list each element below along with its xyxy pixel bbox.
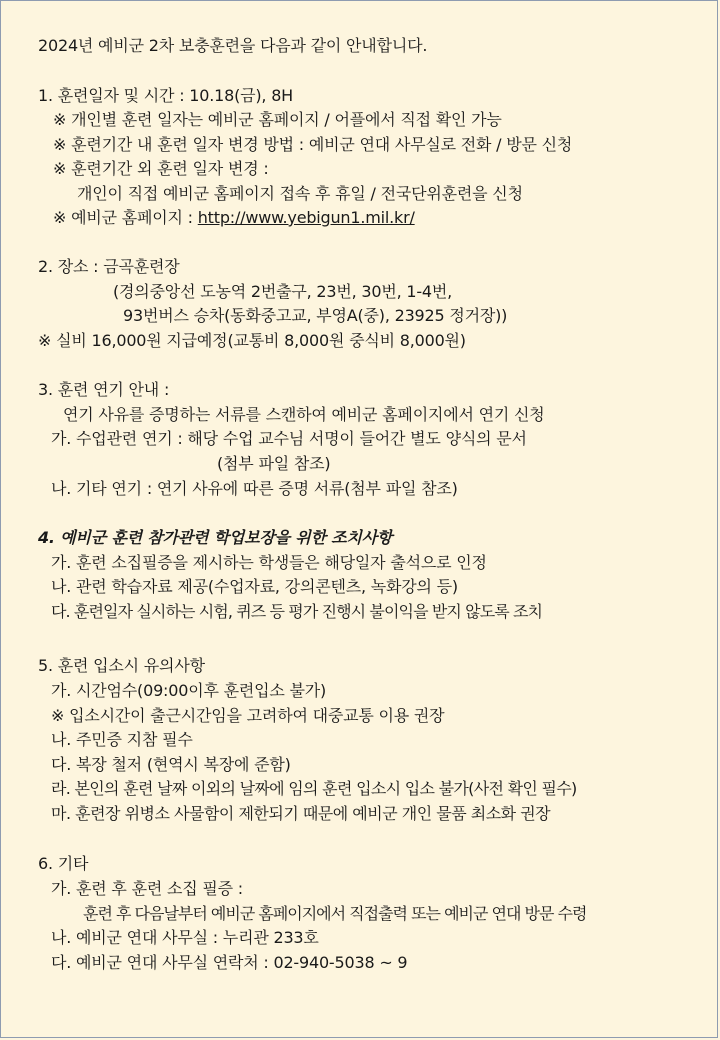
section1-note-3: ※ 훈련기간 외 훈련 일자 변경 : xyxy=(53,159,269,178)
section2-title: 2. 장소 : 금곡훈련장 xyxy=(38,257,180,276)
section2-expense: ※ 실비 16,000원 지급예정(교통비 8,000원 중식비 8,000원) xyxy=(38,331,466,350)
section3-item-ga: 가. 수업관련 연기 : 해당 수업 교수님 서명이 들어간 별도 양식의 문서 xyxy=(51,429,527,448)
homepage-label: ※ 예비군 홈페이지 : xyxy=(53,208,198,227)
section5-title: 5. 훈련 입소시 유의사항 xyxy=(38,656,205,675)
section2-directions-1: (경의중앙선 도농역 2번출구, 23번, 30번, 1-4번, xyxy=(113,282,453,301)
section6-item-na: 나. 예비군 연대 사무실 : 누리관 233호 xyxy=(51,928,319,947)
section3-item-ga-note: (첨부 파일 참조) xyxy=(217,454,331,473)
section5-item-5: 라. 본인의 훈련 날짜 이외의 날짜에 임의 훈련 입소시 입소 불가(사전 확인 필수) xyxy=(51,779,577,798)
section3-title: 3. 훈련 연기 안내 : xyxy=(38,380,170,399)
section1-change-detail: 개인이 직접 예비군 홈페이지 접속 후 휴일 / 전국단위훈련을 신청 xyxy=(77,184,523,203)
section6-title: 6. 기타 xyxy=(38,854,89,873)
section5-item-2: ※ 입소시간이 출근시간임을 고려하여 대중교통 이용 권장 xyxy=(51,706,445,725)
homepage-link[interactable]: http://www.yebigun1.mil.kr/ xyxy=(197,208,415,227)
section1-title: 1. 훈련일자 및 시간 : 10.18(금), 8H xyxy=(38,86,294,105)
section4-item-1: 가. 훈련 소집필증을 제시하는 학생들은 해당일자 출석으로 인정 xyxy=(51,553,487,572)
section1-note-2: ※ 훈련기간 내 훈련 일자 변경 방법 : 예비군 연대 사무실로 전화 / 방문 신청 xyxy=(53,135,573,154)
section5-item-1: 가. 시간엄수(09:00이후 훈련입소 불가) xyxy=(51,681,327,700)
section6-item-da: 다. 예비군 연대 사무실 연락처 : 02-940-5038 ~ 9 xyxy=(51,953,408,972)
section5-item-3: 나. 주민증 지참 필수 xyxy=(51,730,193,749)
section4-item-3: 다. 훈련일자 실시하는 시험, 퀴즈 등 평가 진행시 불이익을 받지 않도록 조치 xyxy=(51,602,543,621)
section6-item-ga-detail: 훈련 후 다음날부터 예비군 홈페이지에서 직접출력 또는 예비군 연대 방문 수령 xyxy=(83,904,587,923)
section3-item-na: 나. 기타 연기 : 연기 사유에 따른 증명 서류(첨부 파일 참조) xyxy=(51,479,458,498)
intro-text: 2024년 예비군 2차 보충훈련을 다음과 같이 안내합니다. xyxy=(38,36,428,55)
section4-title: 4. 예비군 훈련 참가관련 학업보장을 위한 조치사항 xyxy=(38,528,393,547)
section6-item-ga: 가. 훈련 후 훈련 소집 필증 : xyxy=(51,879,243,898)
section5-item-4: 다. 복장 철저 (현역시 복장에 준함) xyxy=(51,755,291,774)
section1-note-1: ※ 개인별 훈련 일자는 예비군 홈페이지 / 어플에서 직접 확인 가능 xyxy=(53,110,502,129)
section4-item-2: 나. 관련 학습자료 제공(수업자료, 강의콘텐츠, 녹화강의 등) xyxy=(51,577,458,596)
section5-item-6: 마. 훈련장 위병소 사물함이 제한되기 때문에 예비군 개인 물품 최소화 권장 xyxy=(51,804,551,823)
section3-desc: 연기 사유를 증명하는 서류를 스캔하여 예비군 홈페이지에서 연기 신청 xyxy=(63,405,545,424)
section1-homepage xyxy=(53,207,415,229)
section2-directions-2: 93번버스 승차(동화중고교, 부영A(중), 23925 정거장)) xyxy=(123,306,508,325)
